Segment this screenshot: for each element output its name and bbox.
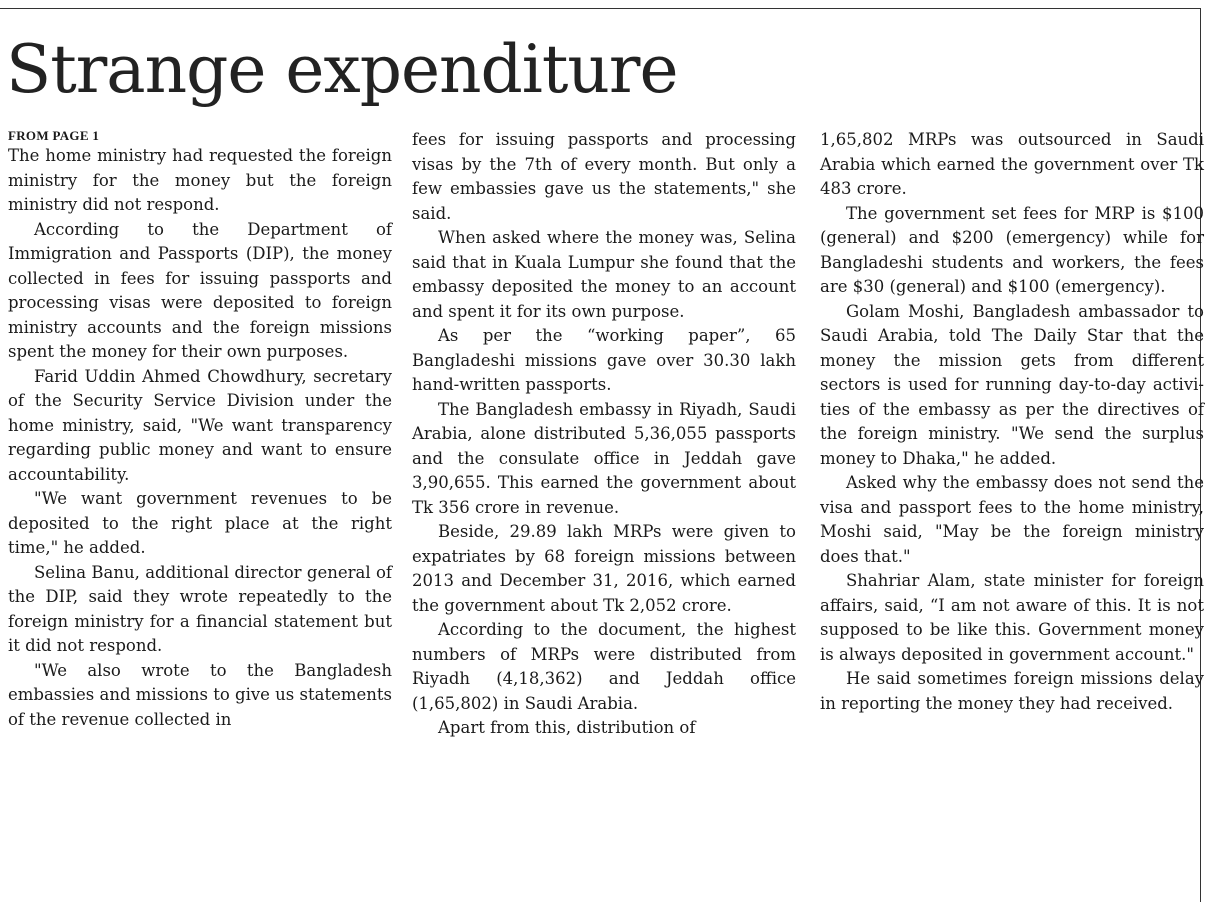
paragraph: Beside, 29.89 lakh MRPs were given to expatriates by 68 foreign missions between 2013 and December 31, 2016, which earned the government about Tk 2,052 crore. [412,522,796,615]
top-rule [0,8,1200,9]
paragraph: Farid Uddin Ahmed Chowdhury, secretary of the Security Service Division under the home ministry, said, "We want transparency regarding public money and want to ensure accountability. [8,366,392,484]
article-column-1 [8,128,392,732]
paragraph: The government set fees for MRP is $100 (general) and $200 (emergency) while for Bangladeshi students and workers, the fees are $30 (general) and $100 (emergency). [820,203,1204,296]
paragraph: The Bangladesh embassy in Riyadh, Saudi Arabia, alone distributed 5,36,055 passports and the consulate office in Jeddah gave 3,90,655. This earned the government about Tk 356 crore in revenue. [412,399,796,517]
paragraph: The home ministry had requested the foreign ministry for the money but the foreign ministry did not respond. [8,146,392,214]
paragraph: He said sometimes foreign missions delay in reporting the money they had received. [820,669,1204,713]
paragraph: As per the “working paper”, 65 Bangladeshi missions gave over 30.30 lakh hand-written passports. [412,326,796,394]
paragraph: Selina Banu, additional director general of the DIP, said they wrote repeatedly to the foreign ministry for a financial statement but it did not respond. [8,562,392,655]
paragraph: 1,65,802 MRPs was outsourced in Saudi Arabia which earned the government over Tk 483 crore. [820,130,1204,198]
paragraph: Shahriar Alam, state minister for foreign affairs, said, “I am not aware of this. It is not supposed to be like this. Government money is always deposited in government account." [820,571,1204,664]
paragraph: Golam Moshi, Bangladesh ambassador to Saudi Arabia, told The Daily Star that the money the mission gets from different sectors is used for running day-to-day activities of the embassy as per the directives of the foreign ministry. "We send the surplus money to Dhaka," he added. [820,301,1204,468]
continuation-kicker: FROM PAGE 1 [8,128,100,143]
paragraph: Apart from this, distribution of [438,718,696,737]
headline: Strange expenditure [6,31,678,108]
paragraph: When asked where the money was, Selina said that in Kuala Lumpur she found that the embassy deposited the money to an account and spent it for its own purpose. [412,228,796,321]
paragraph: "We also wrote to the Bangladesh embassies and missions to give us statements of the revenue collected in [8,660,392,729]
article-column-3 [820,128,1204,716]
article-column-2 [412,128,796,741]
paragraph: Asked why the embassy does not send the visa and passport fees to the home ministry, Moshi said, "May be the foreign ministry does that." [820,473,1204,566]
paragraph: According to the Department of Immigration and Passports (DIP), the money collected in fees for issuing passports and processing visas were deposited to foreign ministry accounts and the foreign missions spent the money for their own purposes. [8,219,392,361]
paragraph: According to the document, the highest numbers of MRPs were distributed from Riyadh (4,18,362) and Jeddah office (1,65,802) in Saudi Arabia. [412,620,796,713]
paragraph: fees for issuing passports and processing visas by the 7th of every month. But only a few embassies gave us the statements," she said. [412,130,796,223]
paragraph: "We want government revenues to be deposited to the right place at the right time," he added. [8,489,392,557]
